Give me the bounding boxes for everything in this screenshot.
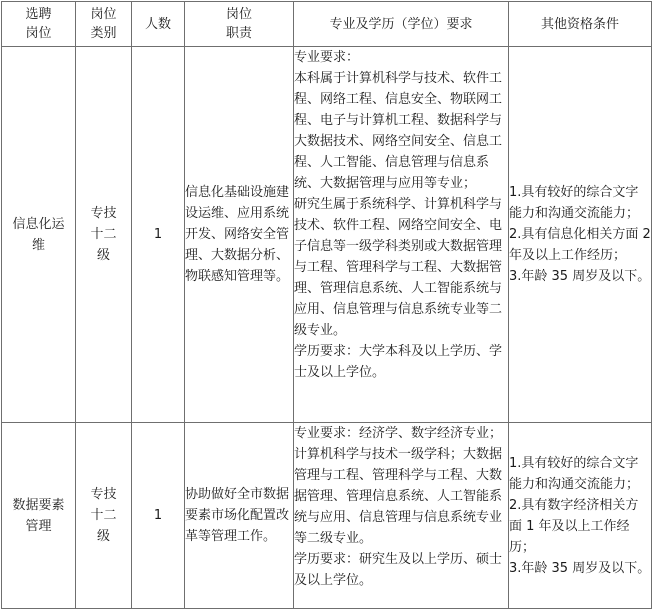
cell-other: 1.具有较好的综合文字能力和沟通交流能力； 2.具有数字经济相关方面 1 年及以上工作经历； 3.年龄 35 周岁及以下。: [509, 423, 652, 609]
cell-education: [294, 47, 509, 423]
cell-category: 专技 十二 级: [76, 423, 132, 609]
cell-duties: 信息化基础设施建设运维、应用系统开发、网络安全管理、大数据分析、物联感知管理等。: [185, 47, 294, 423]
header-category: 岗位 类别: [76, 2, 132, 47]
cell-count: 1: [132, 47, 185, 423]
header-position: 选聘 岗位: [2, 2, 76, 47]
cell-position: 数据要素 管理: [2, 423, 76, 609]
cell-other: 1.具有较好的综合文字能力和沟通交流能力； 2.具有信息化相关方面 2 年及以上工作经历； 3.年龄 35 周岁及以下。: [509, 47, 652, 423]
header-education: 专业及学历（学位）要求: [294, 2, 509, 47]
cell-position: 信息化运 维: [2, 47, 76, 423]
table-row: [2, 423, 652, 609]
header-other: 其他资格条件: [509, 2, 652, 47]
table-header-row: [2, 2, 652, 47]
education-degree-text: 学历要求：研究生及以上学历、硕士及以上学位。: [294, 552, 503, 588]
education-major-text: 专业要求：经济学、数字经济专业；计算机科学与技术一级学科；大数据管理与工程、管理科学与工程、大数据管理、管理信息系统、人工智能系统与应用、信息管理与信息系统专业等二级专业。: [294, 426, 503, 546]
recruitment-table: [1, 1, 652, 609]
education-degree-text: 学历要求：大学本科及以上学历、学士及以上学位。: [294, 344, 503, 380]
cell-category: 专技 十二 级: [76, 47, 132, 423]
education-major-text: 专业要求： 本科属于计算机科学与技术、软件工程、网络工程、信息安全、物联网工程、电子与计算机工程、数据科学与大数据技术、网络空间安全、信息工程、人工智能、信息管理与信息系统、大数据管理与应用等专业； 研究生属于系统科学、计算机科学与技术、软件工程、网络空间安全、电子信息等一级学科类别或大数据管理与工程、管理科学与工程、大数据管理、管理信息系统、人工智能系统与应用、信息管理与信息系统专业等二级专业。: [294, 50, 503, 338]
table-row: [2, 47, 652, 423]
cell-education: [294, 423, 509, 609]
header-count: 人数: [132, 2, 185, 47]
cell-count: 1: [132, 423, 185, 609]
cell-duties: 协助做好全市数据要素市场化配置改革等管理工作。: [185, 423, 294, 609]
header-duties: 岗位 职责: [185, 2, 294, 47]
